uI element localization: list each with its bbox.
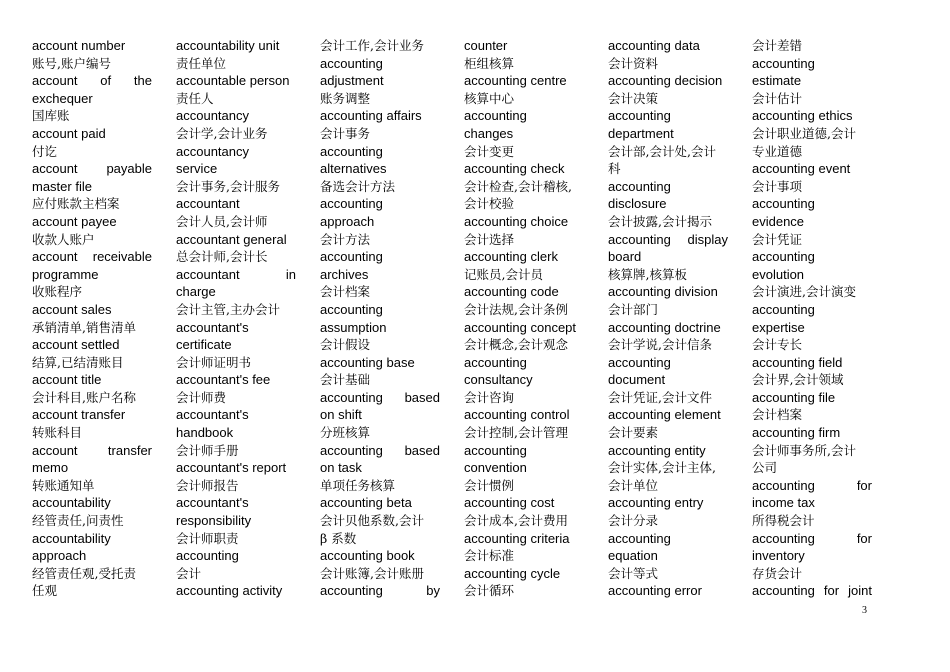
chinese-translation: 总会计师,会计长 [176, 249, 268, 265]
english-term: accounting [320, 249, 383, 265]
chinese-translation: 记账员,会计员 [464, 266, 543, 282]
chinese-translation: 备选会计方法 [320, 178, 396, 194]
english-term: accounting [464, 108, 527, 124]
chinese-translation: 会计惯例 [464, 477, 515, 493]
chinese-translation: 会计凭证,会计文件 [608, 389, 712, 405]
english-term: accountant in [176, 266, 296, 282]
english-term: accounting base [320, 354, 415, 370]
chinese-translation: 会计师手册 [176, 442, 239, 458]
english-term: account payable [32, 161, 152, 177]
chinese-translation: 会计实体,会计主体, [608, 460, 716, 476]
english-term: account payee [32, 213, 117, 229]
chinese-translation: 会计部门 [608, 301, 659, 317]
english-term: accountant's [176, 319, 249, 335]
english-term: consultancy [464, 372, 533, 388]
glossary-column-2 [176, 37, 296, 607]
chinese-translation: 结算,已结清账目 [32, 354, 124, 370]
english-term: assumption [320, 319, 387, 335]
chinese-translation: 转账通知单 [32, 477, 95, 493]
english-term: counter [464, 38, 508, 53]
chinese-translation: 会计资料 [608, 55, 659, 71]
english-term: programme [32, 266, 99, 282]
english-term: accountability [32, 495, 111, 511]
english-term: accounting clerk [464, 249, 558, 265]
english-term: accountant [176, 196, 240, 212]
chinese-translation: 会计科目,账户名称 [32, 389, 136, 405]
chinese-translation: 会计师职责 [176, 530, 239, 546]
chinese-translation: 公司 [752, 460, 778, 476]
english-term: document [608, 372, 666, 388]
chinese-translation: 会计档案 [752, 407, 803, 423]
english-term: accounting firm [752, 425, 841, 441]
chinese-translation: 所得税会计 [752, 513, 815, 529]
chinese-translation: 会计工作,会计业务 [320, 38, 424, 53]
chinese-translation: 会计估计 [752, 90, 803, 106]
english-term: accounting data [608, 38, 700, 53]
english-term: account title [32, 372, 102, 388]
chinese-translation: 会计校验 [464, 196, 515, 212]
english-term: accounting error [608, 583, 702, 599]
chinese-translation: 会计概念,会计观念 [464, 337, 568, 353]
chinese-translation: 柜组核算 [464, 55, 515, 71]
english-term: accounting cost [464, 495, 555, 511]
glossary-column-5 [608, 37, 728, 607]
english-term: accountancy [176, 143, 249, 159]
english-term: account settled [32, 337, 120, 353]
chinese-translation: 会计师报告 [176, 477, 239, 493]
chinese-translation: 专业道德 [752, 143, 803, 159]
english-term: accounting by [320, 583, 440, 599]
english-term: exchequer [32, 90, 93, 106]
english-term: accounting choice [464, 213, 569, 229]
english-term: accountant's [176, 407, 249, 423]
chinese-translation: 会计成本,会计费用 [464, 513, 568, 529]
chinese-translation: 会计人员,会计师 [176, 213, 268, 229]
chinese-translation: 会计专长 [752, 337, 803, 353]
english-term: accounting based [320, 442, 440, 458]
english-term: accounting centre [464, 73, 567, 89]
english-term: account of the [32, 73, 152, 89]
english-term: accounting field [752, 354, 843, 370]
english-term: charge [176, 284, 216, 300]
english-term: inventory [752, 548, 805, 564]
english-term: evolution [752, 266, 805, 282]
chinese-translation: 会计决策 [608, 90, 659, 106]
english-term: accounting control [464, 407, 570, 423]
english-term: accountant's report [176, 460, 287, 476]
chinese-translation: 会计检查,会计稽核, [464, 178, 572, 194]
chinese-translation: 会计变更 [464, 143, 515, 159]
chinese-translation: 付讫 [32, 143, 58, 159]
english-term: accounting book [320, 548, 415, 564]
english-term: department [608, 125, 674, 141]
chinese-translation: 会计师费 [176, 389, 227, 405]
chinese-translation: 会计假设 [320, 337, 371, 353]
english-term: estimate [752, 73, 802, 89]
english-term: accounting [464, 354, 527, 370]
chinese-translation: 会计要素 [608, 425, 659, 441]
english-term: accounting decision [608, 73, 723, 89]
chinese-translation: 会计披露,会计揭示 [608, 213, 712, 229]
chinese-translation: 会计账簿,会计账册 [320, 565, 424, 581]
english-term: accounting [608, 178, 671, 194]
chinese-translation: 存货会计 [752, 565, 803, 581]
chinese-translation: 会计部,会计处,会计 [608, 143, 716, 159]
chinese-translation: 应付账款主档案 [32, 196, 120, 212]
english-term: accountability [32, 530, 111, 546]
chinese-translation: 核算牌,核算板 [608, 266, 687, 282]
english-term: accounting [176, 548, 239, 564]
english-term: accounting [752, 249, 815, 265]
english-term: account transfer [32, 407, 126, 423]
chinese-translation: 转账科目 [32, 425, 83, 441]
glossary-page [32, 37, 875, 607]
english-term: accounting beta [320, 495, 412, 511]
english-term: adjustment [320, 73, 384, 89]
chinese-translation: 会计循环 [464, 583, 515, 599]
chinese-translation: 任观 [32, 583, 58, 599]
english-term: equation [608, 548, 658, 564]
glossary-column-3 [320, 37, 440, 607]
english-term: master file [32, 178, 92, 194]
english-term: certificate [176, 337, 232, 353]
chinese-translation: 账号,账户编号 [32, 55, 111, 71]
chinese-translation: 会计职业道德,会计 [752, 125, 856, 141]
page-number: 3 [862, 605, 867, 616]
chinese-translation: 会计演进,会计演变 [752, 284, 856, 300]
english-term: accounting activity [176, 583, 283, 599]
english-term: on task [320, 460, 362, 476]
chinese-translation: 核算中心 [464, 90, 515, 106]
english-term: archives [320, 266, 369, 282]
english-term: accounting [752, 55, 815, 71]
english-term: accounting doctrine [608, 319, 721, 335]
english-term: accounting element [608, 407, 721, 423]
chinese-translation: 会计等式 [608, 565, 659, 581]
chinese-translation: 会计师证明书 [176, 354, 252, 370]
chinese-translation: 会计主管,主办会计 [176, 301, 280, 317]
english-term: memo [32, 460, 69, 476]
english-term: accounting display [608, 231, 728, 247]
chinese-translation: 会计事务,会计服务 [176, 178, 280, 194]
chinese-translation: 收款人账户 [32, 231, 95, 247]
chinese-translation: 责任人 [176, 90, 214, 106]
chinese-translation: 会计 [176, 565, 202, 581]
chinese-translation: 会计控制,会计管理 [464, 425, 568, 441]
chinese-translation: 会计分录 [608, 513, 659, 529]
english-term: accountable person [176, 73, 290, 89]
chinese-translation: 会计咨询 [464, 389, 515, 405]
english-term: expertise [752, 319, 805, 335]
english-term: accounting [608, 530, 671, 546]
english-term: accounting criteria [464, 530, 570, 546]
chinese-translation: 会计基础 [320, 372, 371, 388]
english-term: accounting for [752, 530, 872, 546]
english-term: accounting [608, 108, 671, 124]
chinese-translation: 承销清单,销售清单 [32, 319, 136, 335]
chinese-translation: 会计差错 [752, 38, 803, 53]
english-term: account number [32, 38, 126, 53]
english-term: approach [32, 548, 87, 564]
chinese-translation: 科 [608, 161, 621, 177]
english-term: alternatives [320, 161, 387, 177]
english-term: accounting [320, 301, 383, 317]
chinese-translation: 会计学,会计业务 [176, 125, 268, 141]
english-term: handbook [176, 425, 234, 441]
chinese-translation: 单项任务核算 [320, 477, 396, 493]
english-term: accounting ethics [752, 108, 853, 124]
english-term: accounting [608, 354, 671, 370]
english-term: accounting for [752, 477, 872, 493]
english-term: accounting code [464, 284, 559, 300]
glossary-column-6 [752, 37, 872, 607]
chinese-translation: 会计界,会计领域 [752, 372, 844, 388]
chinese-translation: 经管责任观,受托责 [32, 565, 136, 581]
english-term: account receivable [32, 249, 152, 265]
english-term: accountant's [176, 495, 249, 511]
chinese-translation: 会计贝他系数,会计 [320, 513, 424, 529]
english-term: accounting based [320, 389, 440, 405]
glossary-column-4 [464, 37, 584, 607]
english-term: board [608, 249, 642, 265]
english-term: accounting [320, 196, 383, 212]
chinese-translation: 责任单位 [176, 55, 227, 71]
english-term: accounting division [608, 284, 718, 300]
english-term: account sales [32, 301, 112, 317]
chinese-translation: 会计事项 [752, 178, 803, 194]
english-term: accountancy [176, 108, 249, 124]
english-term: changes [464, 125, 514, 141]
english-term: accountant's fee [176, 372, 271, 388]
chinese-translation: 收账程序 [32, 284, 83, 300]
chinese-translation: 会计师事务所,会计 [752, 442, 856, 458]
english-term: accounting file [752, 389, 836, 405]
english-term: accounting [752, 196, 815, 212]
chinese-translation: 会计事务 [320, 125, 371, 141]
english-term: on shift [320, 407, 362, 423]
english-term: accounting [752, 301, 815, 317]
english-term: accounting cycle [464, 565, 561, 581]
chinese-translation: 会计法规,会计条例 [464, 301, 568, 317]
english-term: accounting [320, 143, 383, 159]
chinese-translation: 会计单位 [608, 477, 659, 493]
glossary-column-1 [32, 37, 152, 607]
chinese-translation: 会计学说,会计信条 [608, 337, 712, 353]
english-term: accounting [464, 442, 527, 458]
english-term: account paid [32, 125, 106, 141]
english-term: income tax [752, 495, 815, 511]
english-term: disclosure [608, 196, 667, 212]
english-term: evidence [752, 213, 805, 229]
chinese-translation: 账务调整 [320, 90, 371, 106]
english-term: service [176, 161, 218, 177]
english-term: accounting event [752, 161, 851, 177]
english-term: accounting for joint [752, 583, 872, 599]
chinese-translation: 国库账 [32, 108, 70, 124]
english-term: account transfer [32, 442, 152, 458]
english-term: convention [464, 460, 527, 476]
chinese-translation: 会计档案 [320, 284, 371, 300]
english-term: accounting affairs [320, 108, 422, 124]
chinese-translation: 会计标准 [464, 548, 515, 564]
english-term: accountability unit [176, 38, 280, 53]
english-term: accountant general [176, 231, 287, 247]
english-term: responsibility [176, 513, 252, 529]
english-term: approach [320, 213, 375, 229]
english-term: accounting check [464, 161, 565, 177]
chinese-translation: 会计方法 [320, 231, 371, 247]
english-term: accounting entry [608, 495, 704, 511]
chinese-translation: 会计凭证 [752, 231, 803, 247]
chinese-translation: 会计选择 [464, 231, 515, 247]
english-term: accounting [320, 55, 383, 71]
chinese-translation: 分班核算 [320, 425, 371, 441]
english-term: accounting entity [608, 442, 706, 458]
english-term: accounting concept [464, 319, 577, 335]
chinese-translation: 经管责任,问责性 [32, 513, 124, 529]
chinese-translation: β 系数 [320, 530, 357, 546]
